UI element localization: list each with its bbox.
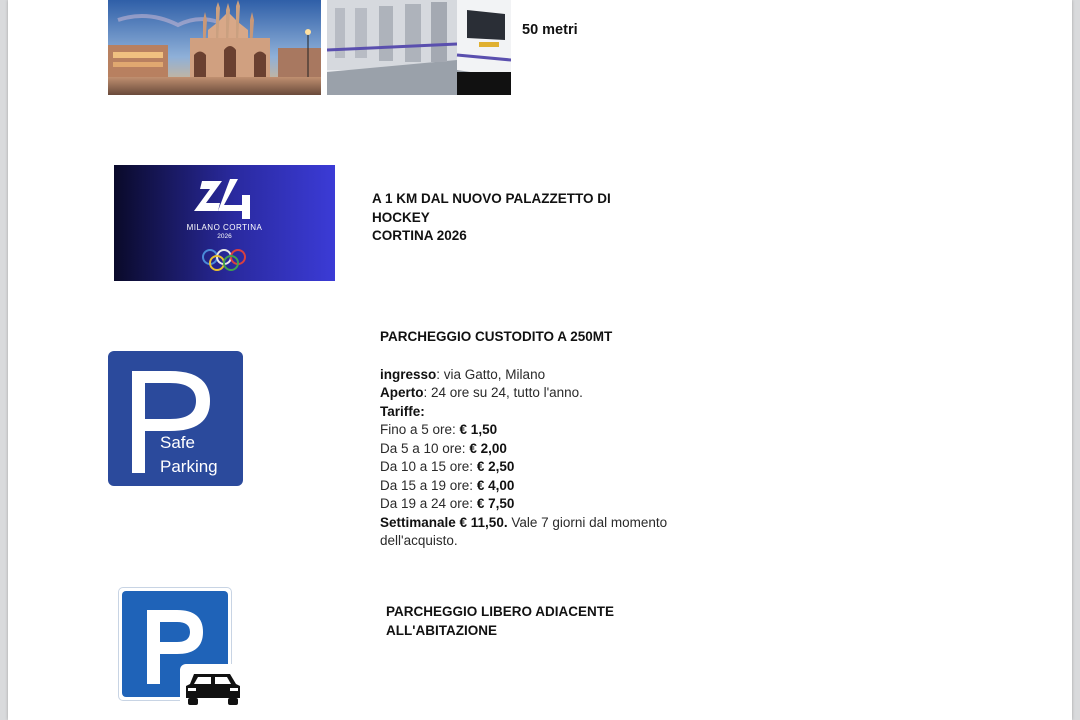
safe-parking-title: PARCHEGGIO CUSTODITO A 250MT	[380, 329, 613, 344]
tariff-label: Da 15 a 19 ore:	[380, 477, 477, 493]
open-value: : 24 ore su 24, tutto l'anno.	[423, 385, 583, 400]
weekly-rest-2: dell'acquisto.	[380, 533, 458, 548]
weekly-rest: Vale 7 giorni dal momento	[507, 514, 668, 530]
hockey-line-1: A 1 KM DAL NUOVO PALAZZETTO DI	[372, 191, 611, 206]
safe-parking-info	[380, 328, 720, 551]
tariff-label: Da 19 a 24 ore:	[380, 496, 477, 511]
hockey-line-3: CORTINA 2026	[372, 228, 467, 243]
open-label: Aperto	[380, 385, 424, 400]
tariff-price: € 7,50	[476, 496, 515, 511]
tariff-price: € 2,50	[476, 459, 515, 474]
open-row	[380, 384, 720, 403]
free-parking-line-2: ALL'ABITAZIONE	[386, 622, 497, 638]
safe-parking-line-2: Parking	[160, 457, 218, 476]
safe-parking-line-1: Safe	[160, 433, 195, 452]
metro-distance-text: 50 metri	[522, 22, 578, 38]
weekly-row	[380, 514, 720, 533]
tariff-row	[380, 495, 720, 514]
tariff-label: Da 5 a 10 ore:	[380, 440, 470, 456]
tariffs-label: Tariffe:	[380, 403, 425, 419]
tariff-label: Fino a 5 ore:	[380, 422, 460, 437]
entrance-row	[380, 366, 720, 385]
tariff-price: € 4,00	[476, 477, 515, 493]
tariff-label: Da 10 a 15 ore:	[380, 459, 477, 474]
logo-year-text: 2026	[217, 233, 232, 240]
hockey-distance-text	[372, 190, 611, 246]
tariff-price: € 2,00	[469, 440, 507, 456]
tariff-row	[380, 421, 720, 440]
document-page	[8, 0, 1072, 720]
entrance-value: : via Gatto, Milano	[436, 366, 546, 382]
tariff-price: € 1,50	[459, 422, 498, 437]
logo-brand-text: MILANO CORTINA	[186, 223, 263, 232]
car-icon	[180, 660, 246, 708]
milano-cortina-logo	[114, 165, 335, 281]
duomo-photo	[108, 0, 321, 95]
entrance-label: ingresso	[380, 366, 437, 382]
free-parking-line-1: PARCHEGGIO LIBERO ADIACENTE	[386, 604, 615, 619]
tariff-row	[380, 458, 720, 477]
hockey-line-2: HOCKEY	[372, 209, 430, 225]
tariff-row	[380, 440, 720, 459]
weekly-label: Settimanale € 11,50.	[380, 514, 508, 530]
safe-parking-sign	[108, 351, 243, 486]
metro-train-photo	[327, 0, 511, 95]
tariff-row	[380, 477, 720, 496]
free-parking-text	[386, 603, 614, 640]
